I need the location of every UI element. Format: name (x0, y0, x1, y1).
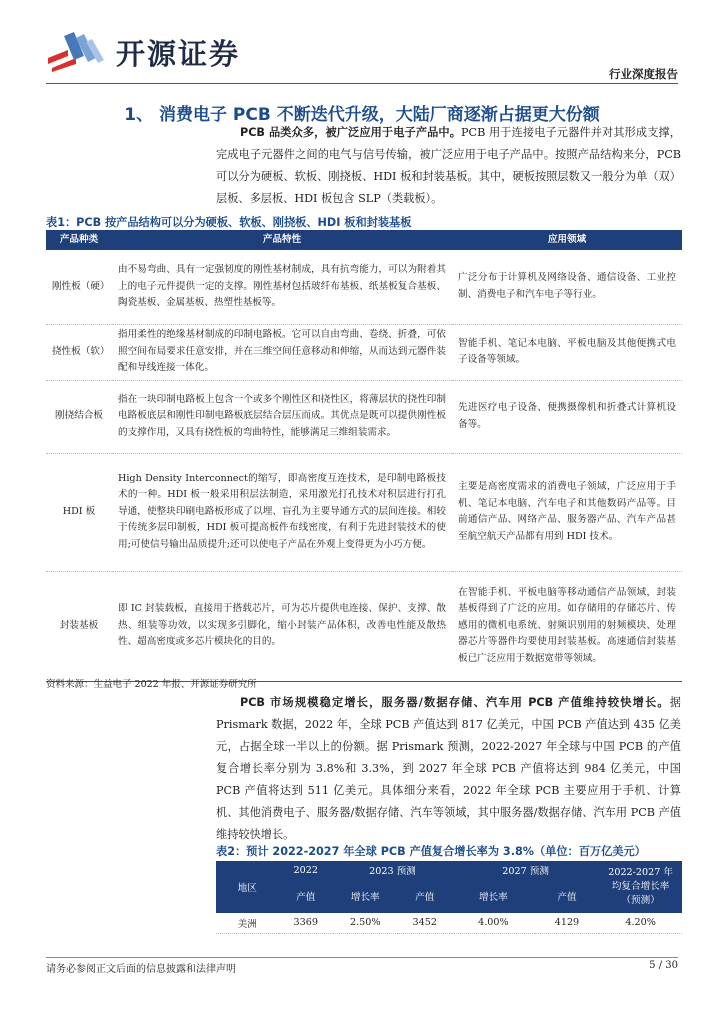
table-row (46, 324, 682, 380)
growth-cell: 4.00% (452, 913, 535, 933)
section-title: 1、 消费电子 PCB 不断迭代升级，大陆厂商逐渐占据更大份额 (124, 105, 600, 125)
table-row (46, 571, 682, 681)
table-header-row (46, 230, 682, 250)
brand-logo (46, 28, 286, 72)
cagr-header-line: 2022-2027 年 (608, 867, 673, 878)
table-row (46, 453, 682, 571)
market-body: 据 Prismark 数据，2022 年，全球 PCB 产值达到 817 亿美元，中国 PCB 产值达到 435 亿美元，占据全球一半以上的份额。据 Prismark 预测，2022-2027 年全球与中国 PCB 的产值复合增长率分别为 3.8%和 3.3%，到 2027 年全球 PCB 产值将达到 984 亿美元，中国 PCB 产值将达到 511 亿美元。具体细分来看，2022 年全球 PCB 主要应用于手机、计算机、其他消费电子、服务器/数据存储、汽车等领域，其中服务器/数据存储、汽车用 PCB 产值维持较快增长。 (216, 696, 681, 841)
cagr-cell: 4.20% (599, 913, 682, 933)
year-header: 2027 预测 (452, 861, 599, 879)
table-header-cell: 产品特性 (112, 230, 452, 250)
table-row (216, 913, 682, 933)
growth-subheader: 增长率 (333, 879, 398, 913)
market-paragraph (216, 692, 681, 846)
value-subheader: 产值 (279, 879, 333, 913)
product-type-cell: 封装基板 (46, 571, 112, 681)
product-type-cell: 刚性板（硬） (46, 250, 112, 324)
value-subheader: 产值 (535, 879, 600, 913)
value-subheader: 产值 (398, 879, 452, 913)
product-feature-cell: 由不易弯曲、具有一定强韧度的刚性基材制成，具有抗弯能力，可以为附着其上的电子元件提供一定的支撑。刚性基材包括玻纤布基板、纸基板复合基板、陶瓷基板、金属基板、热塑性基板等。 (112, 250, 452, 324)
table-row (46, 250, 682, 324)
product-application-cell: 在智能手机、平板电脑等移动通信产品领域，封装基板得到了广泛的应用。如存储用的存储芯片、传感用的微机电系统、射频识别用的射频模块、处理器芯片等器件均要使用封装基板。高速通信封装基板已广泛应用于数据宽带等领域。 (452, 571, 682, 681)
table-header-cell: 产品种类 (46, 230, 112, 250)
table1-source: 资料来源：生益电子 2022 年报、开源证券研究所 (46, 679, 257, 690)
growth-cell: 2.50% (333, 913, 398, 933)
product-application-cell: 智能手机、笔记本电脑、平板电脑及其他便携式电子设备等领域。 (452, 324, 682, 380)
footer-divider (46, 957, 678, 958)
report-type-label: 行业深度报告 (609, 67, 678, 81)
region-header: 地区 (216, 861, 279, 913)
product-type-cell: 刚挠结合板 (46, 380, 112, 453)
growth-subheader: 增长率 (452, 879, 535, 913)
table-row (46, 380, 682, 453)
value-cell: 3369 (279, 913, 333, 933)
year-header: 2022 (279, 861, 333, 879)
header-divider (46, 83, 678, 84)
intro-lead: PCB 品类众多，被广泛应用于电子产品中。 (240, 126, 462, 139)
product-feature-cell: 即 IC 封装载板，直接用于搭载芯片，可为芯片提供电连接、保护、支撑、散热、组装等功效，以实现多引脚化，缩小封装产品体积，改善电性能及散热性、超高密度或多芯片模块化的目的。 (112, 571, 452, 681)
product-feature-cell: 指在一块印制电路板上包含一个或多个刚性区和挠性区，将薄层状的挠性印制电路板底层和刚性印制电路板底层结合层压而成。其优点是既可以提供刚性板的支撑作用，又具有挠性板的弯曲特性，能够满足三维组装需求。 (112, 380, 452, 453)
intro-paragraph (216, 122, 681, 210)
intro-body: PCB 用于连接电子元器件并对其形成支撑，完成电子元器件之间的电气与信号传输，被广泛应用于电子产品中。按照产品结构来分，PCB 可以分为硬板、软板、刚挠板、HDI 板和封装基板。其中，硬板按照层数又一般分为单（双）层板、多层板、HDI 板包含 SLP（类载板）。 (216, 126, 681, 205)
table2-caption: 表2：预计 2022-2027 年全球 PCB 产值复合增长率为 3.8%（单位：百万亿美元） (216, 845, 646, 858)
table-header-row (216, 861, 682, 879)
region-cell: 美洲 (216, 913, 279, 933)
pcb-growth-table (216, 861, 682, 934)
market-lead: PCB 市场规模稳定增长，服务器/数据存储、汽车用 PCB 产值维持较快增长。 (240, 696, 670, 709)
footer-disclaimer: 请务必参阅正文后面的信息披露和法律声明 (46, 964, 236, 975)
page-number: 5 / 30 (649, 960, 678, 971)
product-application-cell: 主要是高密度需求的消费电子领域，广泛应用于手机、笔记本电脑、汽车电子和其他数码产品等。目前通信产品、网络产品、服务器产品、汽车产品甚至航空航天产品都有用到 HDI 技术。 (452, 453, 682, 571)
product-application-cell: 广泛分布于计算机及网络设备、通信设备、工业控制、消费电子和汽车电子等行业。 (452, 250, 682, 324)
product-feature-cell: 指用柔性的绝缘基材制成的印制电路板。它可以自由弯曲、卷绕、折叠，可依照空间布局要求任意安排，并在三维空间任意移动和伸缩，从而达到元器件装配和导线连接一体化。 (112, 324, 452, 380)
pcb-types-table (46, 230, 682, 682)
cagr-header-line: （预测） (621, 895, 660, 906)
cagr-header-line: 均复合增长率 (611, 881, 670, 892)
brand-logo-icon (46, 28, 108, 72)
brand-name: 开源证券 (116, 37, 241, 71)
product-application-cell: 先进医疗电子设备、便携摄像机和折叠式计算机设备等。 (452, 380, 682, 453)
value-cell: 4129 (535, 913, 600, 933)
table-header-cell: 应用领域 (452, 230, 682, 250)
cagr-header (599, 861, 682, 913)
product-type-cell: HDI 板 (46, 453, 112, 571)
product-feature-cell: High Density Interconnect的缩写，即高密度互连技术，是印制电路板技术的一种。HDI 板一般采用积层法制造，采用激光打孔技术对积层进行打孔导通，使整块印刷电路板形成了以埋、盲孔为主要导通方式的层间连接。相较于传统多层印制板，HDI 板可提高板件布线密度，有利于先进封装技术的使用;可使信号输出品质提升;还可以使电子产品在外观上变得更为小巧方便。 (112, 453, 452, 571)
product-type-cell: 挠性板（软） (46, 324, 112, 380)
year-header: 2023 预测 (333, 861, 452, 879)
table1-caption: 表1：PCB 按产品结构可以分为硬板、软板、刚挠板、HDI 板和封装基板 (46, 216, 412, 229)
value-cell: 3452 (398, 913, 452, 933)
